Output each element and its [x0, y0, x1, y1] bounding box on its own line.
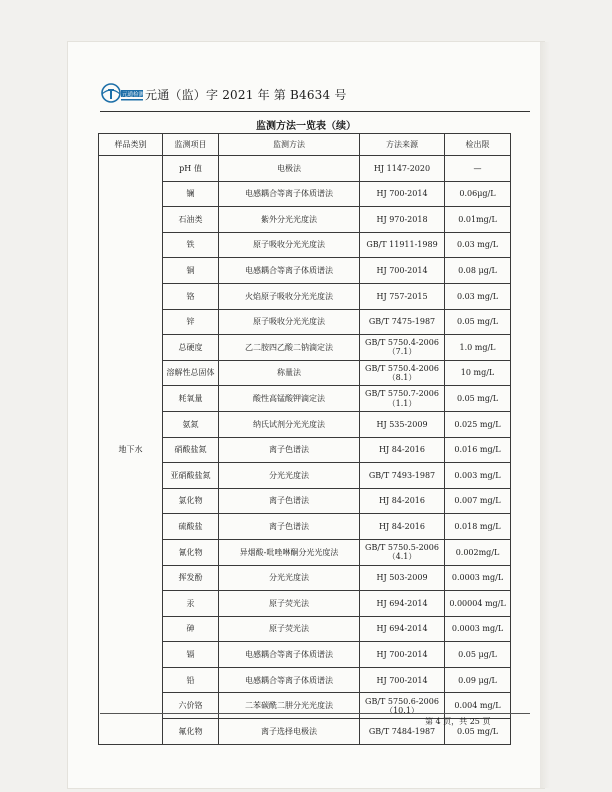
item-cell: 亚硝酸盐氮 [163, 463, 219, 489]
limit-cell: 0.016 mg/L [445, 437, 511, 463]
item-cell: 锌 [163, 309, 219, 335]
limit-cell: 0.018 mg/L [445, 514, 511, 540]
item-cell: 镧 [163, 181, 219, 207]
item-cell: 铅 [163, 667, 219, 693]
limit-cell: 0.06μg/L [445, 181, 511, 207]
limit-cell: 0.08 μg/L [445, 258, 511, 284]
item-cell: 六价铬 [163, 693, 219, 719]
source-cell: HJ 970-2018 [360, 207, 445, 233]
item-cell: 总硬度 [163, 335, 219, 361]
source-cell: GB/T 5750.6-2006 （10.1） [360, 693, 445, 719]
item-cell: 铜 [163, 258, 219, 284]
item-cell: 石油类 [163, 207, 219, 233]
method-cell: 纳氏试剂分光光度法 [219, 411, 360, 437]
item-cell: 硫酸盐 [163, 514, 219, 540]
limit-cell: 1.0 mg/L [445, 335, 511, 361]
table-row [99, 156, 511, 182]
source-cell: HJ 757-2015 [360, 283, 445, 309]
method-cell: 电感耦合等离子体质谱法 [219, 667, 360, 693]
method-cell: 异烟酸-吡唑啉酮分光光度法 [219, 539, 360, 565]
method-cell: 原子荧光法 [219, 591, 360, 617]
item-cell: 硝酸盐氮 [163, 437, 219, 463]
source-cell: HJ 84-2016 [360, 437, 445, 463]
source-cell: GB/T 7484-1987 [360, 719, 445, 745]
limit-cell: 0.003 mg/L [445, 463, 511, 489]
method-cell: 离子色谱法 [219, 514, 360, 540]
method-cell: 称量法 [219, 360, 360, 386]
item-cell: 汞 [163, 591, 219, 617]
item-cell: 氟化物 [163, 719, 219, 745]
column-header: 样品类别 [99, 134, 163, 156]
column-header: 监测方法 [219, 134, 360, 156]
method-cell: 电感耦合等离子体质谱法 [219, 258, 360, 284]
source-cell: HJ 535-2009 [360, 411, 445, 437]
footer-divider [100, 713, 530, 714]
item-cell: 挥发酚 [163, 565, 219, 591]
limit-cell: 0.05 mg/L [445, 386, 511, 412]
limit-cell: 0.05 μg/L [445, 642, 511, 668]
item-cell: 砷 [163, 616, 219, 642]
item-cell: 镉 [163, 642, 219, 668]
source-cell: GB/T 5750.4-2006 （7.1） [360, 335, 445, 361]
limit-cell: 0.0003 mg/L [445, 616, 511, 642]
source-cell: GB/T 5750.4-2006 （8.1） [360, 360, 445, 386]
method-cell: 离子色谱法 [219, 488, 360, 514]
method-cell: 分光光度法 [219, 565, 360, 591]
method-cell: 二苯碳酰二肼分光光度法 [219, 693, 360, 719]
column-header: 方法来源 [360, 134, 445, 156]
source-cell: HJ 1147-2020 [360, 156, 445, 182]
method-cell: 酸性高锰酸钾滴定法 [219, 386, 360, 412]
source-cell: HJ 700-2014 [360, 667, 445, 693]
method-cell: 原子吸收分光光度法 [219, 309, 360, 335]
limit-cell: 0.03 mg/L [445, 232, 511, 258]
method-cell: 原子荧光法 [219, 616, 360, 642]
method-table [98, 133, 511, 745]
report-number: 元通（监）字 2021 年 第 B4634 号 [145, 88, 347, 102]
source-cell: HJ 700-2014 [360, 181, 445, 207]
method-cell: 电感耦合等离子体质谱法 [219, 181, 360, 207]
table-title: 监测方法一览表（续） [256, 121, 356, 132]
source-cell: HJ 84-2016 [360, 514, 445, 540]
method-cell: 乙二胺四乙酸二钠滴定法 [219, 335, 360, 361]
limit-cell: 0.05 mg/L [445, 309, 511, 335]
limit-cell: 0.007 mg/L [445, 488, 511, 514]
method-cell: 紫外分光光度法 [219, 207, 360, 233]
header-divider [100, 111, 530, 112]
source-cell: HJ 700-2014 [360, 642, 445, 668]
column-header: 监测项目 [163, 134, 219, 156]
source-cell: HJ 700-2014 [360, 258, 445, 284]
limit-cell: 0.01mg/L [445, 207, 511, 233]
page-edge-shadow [540, 42, 550, 788]
method-cell: 电极法 [219, 156, 360, 182]
method-cell: 火焰原子吸收分光光度法 [219, 283, 360, 309]
limit-cell: 0.03 mg/L [445, 283, 511, 309]
item-cell: 氨氮 [163, 411, 219, 437]
source-cell: GB/T 7475-1987 [360, 309, 445, 335]
source-cell: HJ 694-2014 [360, 591, 445, 617]
column-header: 检出限 [445, 134, 511, 156]
method-cell: 电感耦合等离子体质谱法 [219, 642, 360, 668]
limit-cell: 0.004 mg/L [445, 693, 511, 719]
source-cell: HJ 503-2009 [360, 565, 445, 591]
limit-cell: 0.025 mg/L [445, 411, 511, 437]
item-cell: pH 值 [163, 156, 219, 182]
table-header-row [99, 134, 511, 156]
limit-cell: 0.002mg/L [445, 539, 511, 565]
source-cell: HJ 84-2016 [360, 488, 445, 514]
report-header [100, 83, 520, 109]
source-cell: GB/T 5750.5-2006 （4.1） [360, 539, 445, 565]
limit-cell: 0.09 μg/L [445, 667, 511, 693]
method-cell: 离子色谱法 [219, 437, 360, 463]
svg-text:元通检测: 元通检测 [122, 92, 144, 98]
item-cell: 氯化物 [163, 488, 219, 514]
source-cell: GB/T 11911-1989 [360, 232, 445, 258]
item-cell: 氰化物 [163, 539, 219, 565]
company-logo-icon [100, 83, 144, 107]
limit-cell: — [445, 156, 511, 182]
method-cell: 原子吸收分光光度法 [219, 232, 360, 258]
limit-cell: 0.05 mg/L [445, 719, 511, 745]
page-number: 第 4 页，共 25 页 [425, 717, 491, 726]
method-cell: 离子选择电极法 [219, 719, 360, 745]
limit-cell: 0.0003 mg/L [445, 565, 511, 591]
item-cell: 耗氧量 [163, 386, 219, 412]
source-cell: GB/T 5750.7-2006 （1.1） [360, 386, 445, 412]
limit-cell: 10 mg/L [445, 360, 511, 386]
item-cell: 铬 [163, 283, 219, 309]
source-cell: HJ 694-2014 [360, 616, 445, 642]
limit-cell: 0.00004 mg/L [445, 591, 511, 617]
sample-category-cell: 地下水 [99, 156, 163, 745]
item-cell: 铁 [163, 232, 219, 258]
item-cell: 溶解性总固体 [163, 360, 219, 386]
source-cell: GB/T 7493-1987 [360, 463, 445, 489]
method-cell: 分光光度法 [219, 463, 360, 489]
